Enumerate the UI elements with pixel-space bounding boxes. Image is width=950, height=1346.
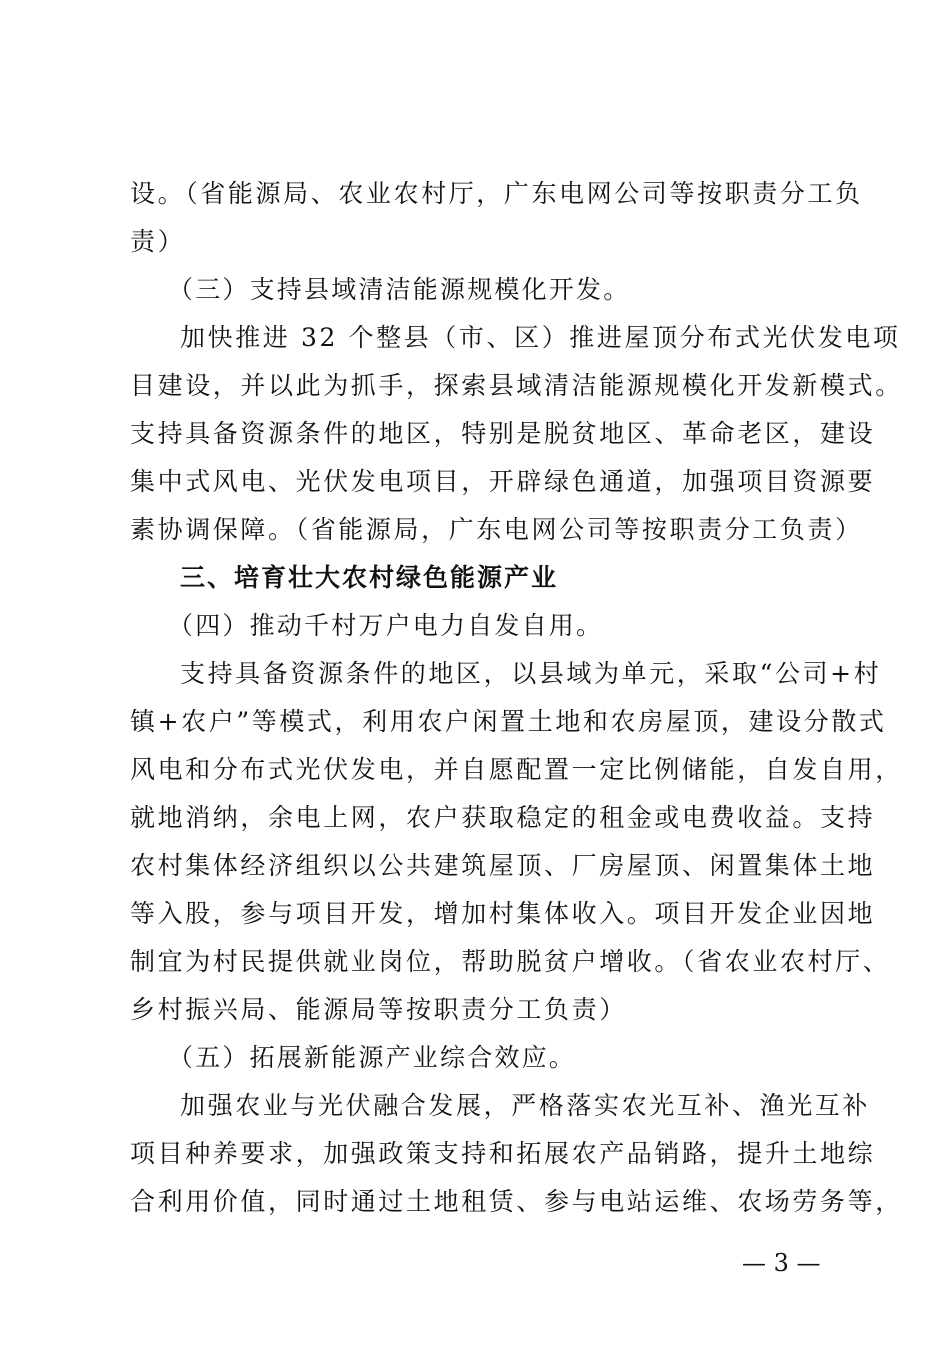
paragraph-line: 项目种养要求，加强政策支持和拓展农产品销路，提升土地综	[130, 1139, 876, 1168]
paragraph-line: 支持具备资源条件的地区，特别是脱贫地区、革命老区，建设	[130, 419, 876, 448]
subsection-4-title: （四）推动千村万户电力自发自用。	[168, 611, 604, 640]
paragraph-line: 素协调保障。（省能源局，广东电网公司等按职责分工负责）	[130, 515, 863, 544]
paragraph-line: 合利用价值，同时通过土地租赁、参与电站运维、农场劳务等，	[130, 1187, 903, 1216]
paragraph-line: 就地消纳，余电上网，农户获取稳定的租金或电费收益。支持	[130, 803, 876, 832]
section-3-title: 三、培育壮大农村绿色能源产业	[180, 563, 559, 592]
paragraph-line: 农村集体经济组织以公共建筑屋顶、厂房屋顶、闲置集体土地	[130, 851, 876, 880]
paragraph-line: 制宜为村民提供就业岗位，帮助脱贫户增收。（省农业农村厅、	[130, 947, 891, 976]
document-page	[130, 170, 903, 1226]
subsection-5-title: （五）拓展新能源产业综合效应。	[168, 1043, 577, 1072]
paragraph-line: 镇+农户”等模式，利用农户闲置土地和农房屋顶，建设分散式	[130, 707, 887, 736]
paragraph-line: 集中式风电、光伏发电项目，开辟绿色通道，加强项目资源要	[130, 467, 876, 496]
paragraph-line: 加快推进 32 个整县（市、区）推进屋顶分布式光伏发电项	[180, 323, 901, 352]
paragraph-line: 支持具备资源条件的地区，以县域为单元，采取“公司+村	[180, 659, 882, 688]
subsection-3-title: （三）支持县域清洁能源规模化开发。	[168, 275, 631, 304]
paragraph-line: 设。（省能源局、农业农村厅，广东电网公司等按职责分工负	[130, 179, 863, 208]
paragraph-line: 加强农业与光伏融合发展，严格落实农光互补、渔光互补	[180, 1091, 871, 1120]
paragraph-line: 风电和分布式光伏发电，并自愿配置一定比例储能，自发自用，	[130, 755, 903, 784]
paragraph-line: 乡村振兴局、能源局等按职责分工负责）	[130, 995, 627, 1024]
paragraph-line: 等入股，参与项目开发，增加村集体收入。项目开发企业因地	[130, 899, 876, 928]
paragraph-line: 目建设，并以此为抓手，探索县域清洁能源规模化开发新模式。	[130, 371, 903, 400]
paragraph-line: 责）	[130, 227, 186, 256]
page-number: — 3 —	[742, 1249, 821, 1277]
